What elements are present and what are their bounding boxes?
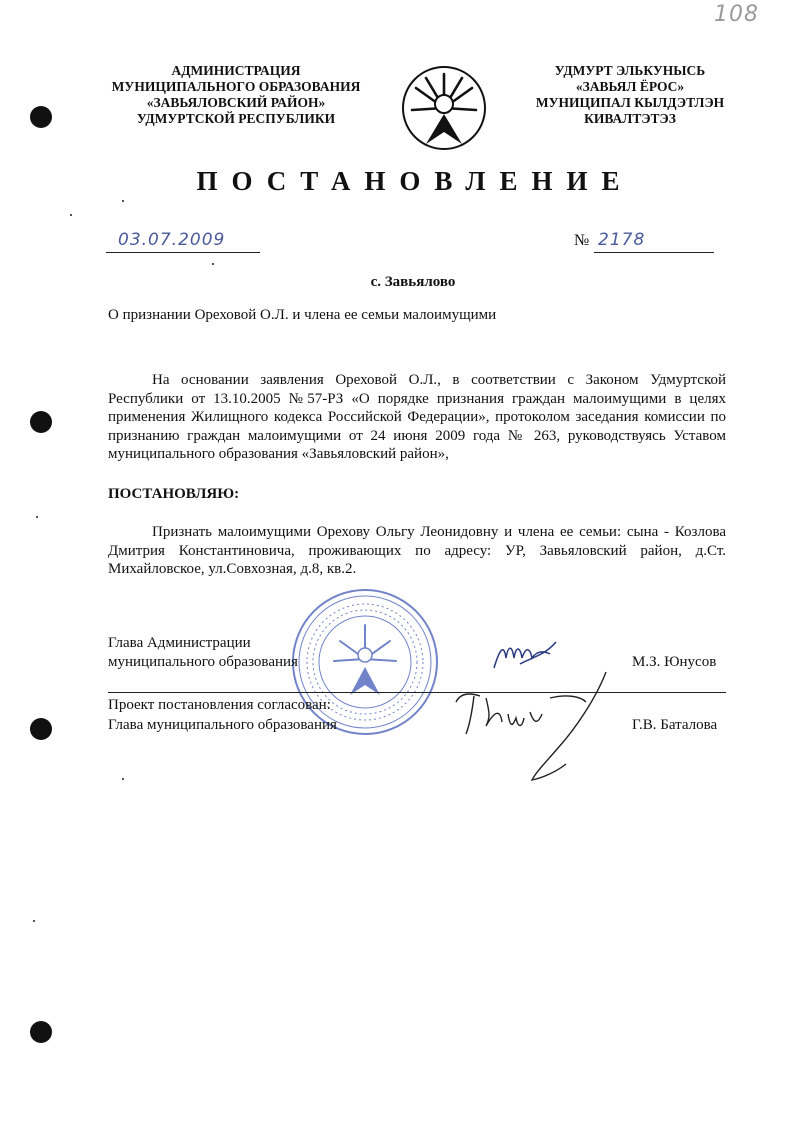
scan-dot xyxy=(33,920,35,922)
document-title: ПОСТАНОВЛЕНИЕ xyxy=(196,166,634,196)
number-label: № xyxy=(574,232,590,249)
header-right-line: УДМУРТ ЭЛЬКУНЫСЬ xyxy=(554,63,706,78)
scan-dot xyxy=(122,200,124,202)
decree-heading: ПОСТАНОВЛЯЮ: xyxy=(108,486,240,502)
header-left xyxy=(106,63,366,127)
header-left-line: «ЗАВЬЯЛОВСКИЙ РАЙОН» xyxy=(146,95,326,110)
header-left-line: МУНИЦИПАЛЬНОГО ОБРАЗОВАНИЯ xyxy=(111,79,361,94)
signatory1-title-line1: Глава Администрации xyxy=(108,635,251,651)
scan-dot xyxy=(70,214,72,216)
separator-line xyxy=(108,692,726,693)
signatory1-title-line2: муниципального образования xyxy=(108,654,298,670)
paragraph-decision: Признать малоимущими Орехову Ольгу Леонидовну и члена ее семьи: сына - Козлова Дмитрия Константиновича, проживающих по адресу: УР, Завьяловский район, д.Ст. Михайловское, ул.Совхозная, д.8, кв.2. xyxy=(108,524,726,577)
handwritten-signature xyxy=(490,638,560,672)
scan-dot xyxy=(212,263,214,265)
document-subject: О признании Ореховой О.Л. и члена ее семьи малоимущими xyxy=(108,307,497,323)
signatory2-title-line1: Проект постановления согласован: xyxy=(108,697,331,713)
scan-dot xyxy=(122,778,124,780)
signatory1-name: М.З. Юнусов xyxy=(632,654,717,670)
header-right-line: МУНИЦИПАЛ КЫЛДЭТЛЭН xyxy=(535,95,725,110)
date-line xyxy=(106,230,260,253)
header-left-line: АДМИНИСТРАЦИЯ xyxy=(171,63,301,78)
header-right-line: «ЗАВЬЯЛ ЁРОС» xyxy=(575,79,685,94)
document-date: 03.07.2009 xyxy=(118,230,226,250)
punch-hole xyxy=(30,411,52,433)
signatory2-name: Г.В. Баталова xyxy=(632,717,718,733)
paragraph-basis: На основании заявления Ореховой О.Л., в соответствии с Законом Удмуртской Республики от 13.10.2005 №57-РЗ «О порядке признания граждан малоимущими в целях применения Жилищного кодекса Российской Федерации», протоколом заседания комиссии по признанию граждан малоимущими от 24 июня 2009 года № 263, руководствуясь Уставом муниципального образования «Завьяловский район», xyxy=(108,372,726,462)
page-number: 108 xyxy=(714,2,759,27)
punch-hole xyxy=(30,718,52,740)
signatory2-title-line2: Глава муниципального образования xyxy=(108,717,337,733)
place: с. Завьялово xyxy=(370,274,456,290)
header-right xyxy=(515,63,745,127)
punch-hole xyxy=(30,1021,52,1043)
handwritten-signature xyxy=(446,668,616,790)
scan-dot xyxy=(36,516,38,518)
document-number: 2178 xyxy=(598,230,646,250)
punch-hole xyxy=(30,106,52,128)
header-left-line: УДМУРТСКОЙ РЕСПУБЛИКИ xyxy=(136,111,336,126)
number-line xyxy=(594,230,714,253)
header-right-line: КИВАЛТЭТЭЗ xyxy=(584,111,676,126)
district-emblem-icon xyxy=(400,64,488,152)
